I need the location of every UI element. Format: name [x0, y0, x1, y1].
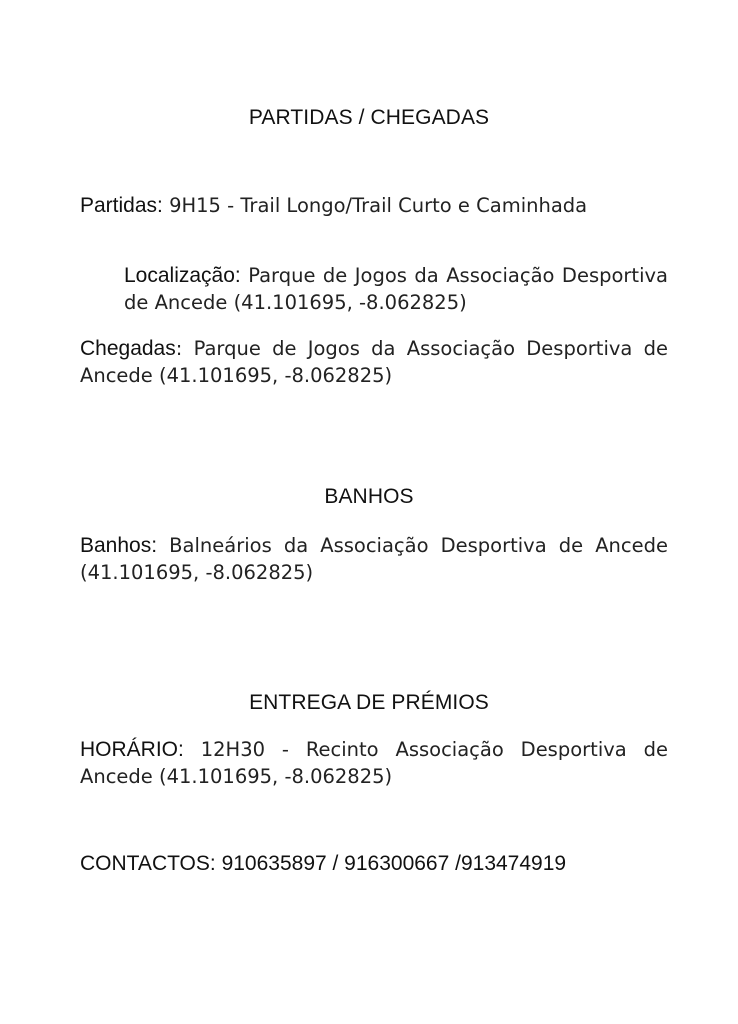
localizacao-label: Localização:	[124, 264, 241, 287]
banhos-label: Banhos:	[80, 534, 158, 557]
heading-partidas-chegadas: PARTIDAS / CHEGADAS	[248, 106, 490, 129]
partidas-paragraph	[80, 192, 668, 219]
localizacao-text: Parque de Jogos da Associação Desportiva de Ancede (41.101695, -8.062825)	[124, 264, 668, 314]
contactos-line: CONTACTOS: 910635897 / 916300667 /913474919	[80, 852, 567, 875]
banhos-paragraph	[80, 532, 668, 586]
banhos-text: Balneários da Associação Desportiva de Ancede (41.101695, -8.062825)	[80, 534, 668, 584]
partidas-text: 9H15 - Trail Longo/Trail Curto e Caminhada	[162, 194, 588, 217]
chegadas-text: : Parque de Jogos da Associação Desportiva de Ancede (41.101695, -8.062825)	[80, 337, 668, 387]
heading-banhos: BANHOS	[324, 485, 414, 508]
partidas-label: Partidas:	[80, 194, 163, 217]
horario-paragraph	[80, 736, 668, 790]
localizacao-paragraph	[124, 262, 668, 316]
horario-text: 12H30 - Recinto Associação Desportiva de Ancede (41.101695, -8.062825)	[80, 738, 668, 788]
chegadas-label: Chegadas	[80, 337, 176, 360]
chegadas-paragraph	[80, 335, 668, 389]
heading-entrega-premios: ENTREGA DE PRÉMIOS	[249, 691, 489, 714]
horario-label: HORÁRIO:	[80, 738, 184, 761]
